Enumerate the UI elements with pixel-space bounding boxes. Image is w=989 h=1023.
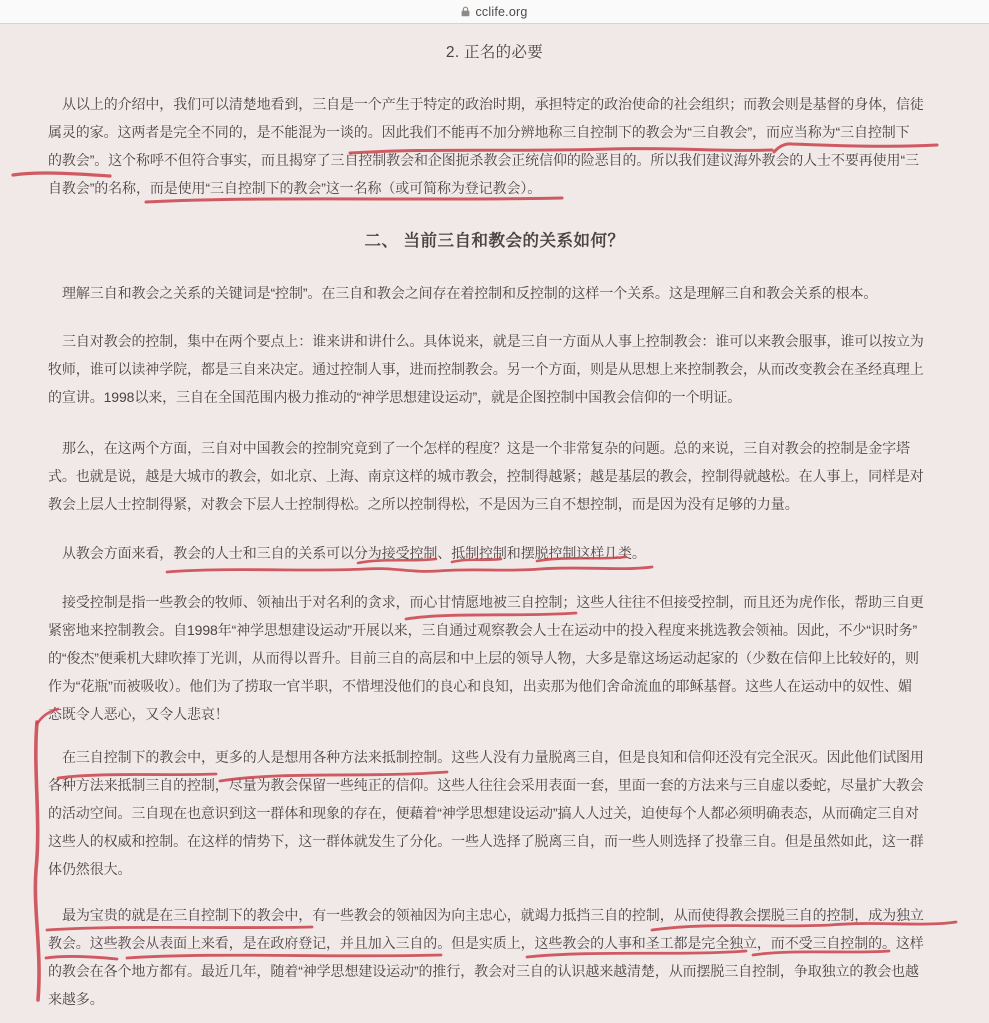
text-line: 作为“花瓶”而被吸收）。他们为了捞取一官半职，不惜埋没他们的良心和良知，出卖那为他们舍命流血的耶稣基督。这些人在运动中的奴性、媚	[48, 678, 912, 694]
paragraph-6	[48, 588, 924, 728]
text-line: 的教会”。这个称呼不但符合事实，而且揭穿了三自控制教会和企图扼杀教会正统信仰的险恶目的。所以我们建议海外教会的人士不要再使用“三	[48, 152, 919, 168]
paragraph-5	[48, 539, 646, 567]
text-line: 那么，在这两个方面，三自对中国教会的控制究竟到了一个怎样的程度？这是一个非常复杂的问题。总的来说，三自对教会的控制是金字塔	[62, 440, 910, 456]
text-line: 理解三自和教会之关系的关键词是“控制”。在三自和教会之间存在着控制和反控制的这样一个关系。这是理解三自和教会关系的根本。	[62, 285, 878, 301]
text-line: 自教会”的名称，而是使用“三自控制下的教会”这一名称（或可简称为登记教会）。	[48, 180, 542, 196]
text-line: 属灵的家。这两者是完全不同的，是不能混为一谈的。因此我们不能再不加分辨地称三自控制下的教会为“三自教会”，而应当称为“三自控制下	[48, 124, 910, 140]
page-title: 2. 正名的必要	[445, 44, 544, 61]
paragraph-4	[48, 434, 924, 518]
pen-underline-p5-main	[167, 567, 652, 572]
pen-margin-vertical-line	[35, 722, 39, 1000]
text-line: 教会。这些教会从表面上来看，是在政府登记，并且加入三自的。但是实质上，这些教会的人事和圣工都是完全独立，而不受三自控制的。这样	[48, 935, 924, 951]
text-line: 最为宝贵的就是在三自控制下的教会中，有一些教会的领袖因为向主忠心，就竭力抵挡三自的控制，从而使得教会摆脱三自的控制，成为独立	[62, 907, 924, 923]
text-line: 在三自控制下的教会中，更多的人是想用各种方法来抵制控制。这些人没有力量脱离三自，但是良知和信仰还没有完全泯灭。因此他们试图用	[62, 749, 924, 765]
text-line: 这些人的权威和控制。在这样的情势下，这一群体就发生了分化。一些人选择了脱离三自，而一些人则选择了投靠三自。但是虽然如此，这一群	[48, 833, 924, 849]
text-line: 体仍然很大。	[48, 861, 132, 877]
url-text: cclife.org	[475, 4, 528, 19]
text-line: 的活动空间。三自现在也意识到这一群体和现象的存在，便藉着“神学思想建设运动”搞人人过关，迫使每个人都必须明确表态，从而确定三自对	[48, 805, 919, 821]
text-line: 从以上的介绍中，我们可以清楚地看到，三自是一个产生于特定的政治时期，承担特定的政治使命的社会组织；而教会则是基督的身体，信徒	[62, 96, 924, 112]
text-line: 态既令人恶心，又令人悲哀！	[48, 706, 229, 722]
text-line: 牧师，谁可以读神学院，都是三自来决定。通过控制人事，进而控制教会。另一个方面，则是从思想上来控制教会，从而改变教会在圣经真理上	[48, 361, 924, 377]
paragraph-1	[48, 90, 924, 202]
text-line: 的宣讲。1998以来，三自在全国范围内极力推动的“神学思想建设运动”，就是企图控制中国教会信仰的一个明证。	[48, 389, 742, 405]
text-line: 各种方法来抵制三自的控制，尽量为教会保留一些纯正的信仰。这些人往往会采用表面一套，里面一套的方法来与三自虚以委蛇，尽量扩大教会	[48, 777, 924, 793]
paragraph-3	[48, 327, 924, 411]
text-line: 式。也就是说，越是大城市的教会，如北京、上海、南京这样的城市教会，控制得越紧；越是基层的教会，控制得就越松。在人事上，同样是对	[48, 468, 924, 484]
text-line: 来越多。	[48, 991, 104, 1007]
browser-address-bar[interactable]	[0, 0, 989, 24]
paragraph-2	[48, 279, 877, 307]
paragraph-7	[48, 743, 924, 883]
text-line: 的教会在各个地方都有。最近几年，随着“神学思想建设运动”的推行，教会对三自的认识越来越清楚，从而摆脱三自控制，争取独立的教会也越	[48, 963, 919, 979]
lock-icon	[461, 6, 470, 17]
text-line: 从教会方面来看，教会的人士和三自的关系可以分为接受控制、抵制控制和摆脱控制这样几类。	[62, 545, 646, 561]
section-heading: 二、 当前三自和教会的关系如何？	[364, 232, 625, 250]
text-line: 紧密地来控制教会。自1998年“神学思想建设运动”开展以来，三自通过观察教会人士在运动中的投入程度来挑选教会领袖。因此，不少“识时务”	[48, 622, 918, 638]
text-line: 三自对教会的控制，集中在两个要点上：谁来讲和讲什么。具体说来，就是三自一方面从人事上控制教会：谁可以来教会服事，谁可以按立为	[62, 333, 924, 349]
text-line: 教会上层人士控制得紧，对教会下层人士控制得松。之所以控制得松，不是因为三自不想控制，而是因为没有足够的力量。	[48, 496, 799, 512]
text-line: 的“俊杰”便乘机大肆吹捧丁光训，从而得以晋升。目前三自的高层和中上层的领导人物，大多是靠这场运动起家的（少数在信仰上比较好的，则	[48, 650, 919, 666]
text-line: 接受控制是指一些教会的牧师、领袖出于对名利的贪求，而心甘情愿地被三自控制；这些人往往不但接受控制，而且还为虎作伥，帮助三自更	[62, 594, 924, 610]
paragraph-8	[48, 901, 924, 1013]
